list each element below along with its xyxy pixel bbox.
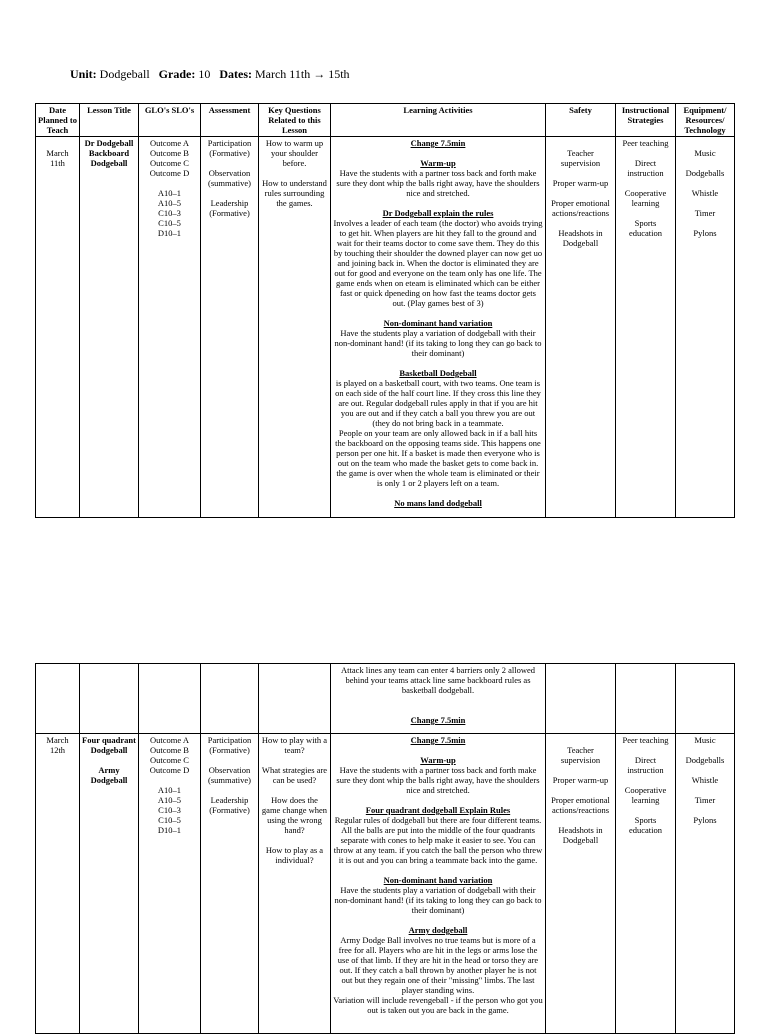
lesson1-date: March 11th [36,137,80,518]
lesson1-safety: Teacher supervision Proper warm-up Proper emotional actions/reactions Headshots in Dodgeball [546,137,616,518]
col-strategies: Instructional Strategies [616,104,676,137]
table-header-row [36,104,735,137]
continuation-row [36,664,735,734]
col-assessment: Assessment [201,104,259,137]
col-title: Lesson Title [80,104,139,137]
col-glo: GLO's SLO's [139,104,201,137]
lesson1-assessment: Participation (Formative) Observation (summative) Leadership (Formative) [201,137,259,518]
lesson-plan-table-page2 [35,663,735,1034]
col-activities: Learning Activities [331,104,546,137]
continuation-activities: Attack lines any team can enter 4 barriers only 2 allowed behind your teams attack line same backboard rules as basketball dodgeball. Change 7.5min [331,664,546,734]
lesson2-date: March 12th [36,734,80,1034]
lesson1-outcomes: Outcome A Outcome B Outcome C Outcome D A10–1 A10–5 C10–3 C10–5 D10–1 [139,137,201,518]
grade-value: 10 [198,67,211,81]
col-equipment: Equipment/ Resources/ Technology [676,104,735,137]
col-safety: Safety [546,104,616,137]
unit-header [70,67,350,82]
lesson2-row [36,734,735,1034]
lesson1-equipment: Music Dodgeballs Whistle Timer Pylons [676,137,735,518]
dates-label: Dates: [219,67,252,81]
unit-label: Unit: [70,67,97,81]
lesson-plan-table-page1 [35,103,735,518]
lesson1-row [36,137,735,518]
lesson2-safety: Teacher supervision Proper warm-up Proper emotional actions/reactions Headshots in Dodgeball [546,734,616,1034]
lesson1-title: Dr Dodgeball Backboard Dodgeball [80,137,139,518]
col-questions: Key Questions Related to this Lesson [259,104,331,137]
dates-value: March 11th → 15th [254,67,350,81]
lesson1-questions: How to warm up your shoulder before. How to understand rules surrounding the games. [259,137,331,518]
unit-value: Dodgeball [99,67,150,81]
lesson2-outcomes: Outcome A Outcome B Outcome C Outcome D A10–1 A10–5 C10–3 C10–5 D10–1 [139,734,201,1034]
lesson2-equipment: Music Dodgeballs Whistle Timer Pylons [676,734,735,1034]
lesson1-strategies: Peer teaching Direct instruction Cooperative learning Sports education [616,137,676,518]
lesson2-assessment: Participation (Formative) Observation (summative) Leadership (Formative) [201,734,259,1034]
lesson2-questions: How to play with a team? What strategies are can be used? How does the game change when using the wrong hand? How to play as a individual? [259,734,331,1034]
grade-label: Grade: [158,67,196,81]
lesson2-activities: Change 7.5min Warm-up Have the students with a partner toss back and forth make sure they dont whip the balls right away, have the shoulders nice and stretched. Four quadrant dodgeball Explain Rules Regular rules of dodgeball but there are four different teams. All the balls are put into the middle of the four quadrants separate with cones to help make it easier to see. You can throw at any team. if you catch the ball the person who threw it is out and you can bring a teammate back into the game. Non-dominant hand variation Have the students play a variation of dodgeball with their non-dominant hand! (if its taking to long they can go back to their dominant) Army dodgeball Army Dodge Ball involves no true teams but is more of a free for all. Players who are hit in the legs or arms lose the use of that limb. If they are hit in the head or torso they are out. If they catch a ball thrown by another player he is not out but they regain one of their "missing" limbs. The last player standing wins. Variation will include revengeball - if the person who got you out is taken out you are back in the game. [331,734,546,1034]
col-date: Date Planned to Teach [36,104,80,137]
lesson2-strategies: Peer teaching Direct instruction Cooperative learning Sports education [616,734,676,1034]
lesson1-activities: Change 7.5min Warm-up Have the students with a partner toss back and forth make sure they dont whip the balls right away, have the shoulders nice and stretched. Dr Dodgeball explain the rules Involves a leader of each team (the doctor) who avoids trying to get hit. When players are hit they fall to the ground and wait for their teams doctor to come save them. They do this by touching their shoulder the downed player can now get uo and joining back in. When the doctor is eliminated they are out for good and everyone on the team only has one life. The game ends when on eteam is eliminated which can be either fast or quick dpeneding on how fast the teams doctor gets out. (Play games best of 3) Non-dominant hand variation Have the students play a variation of dodgeball with their non-dominant hand! (if its taking to long they can go back to their dominant) Basketball Dodgeball is played on a basketball court, with two teams. One team is on each side of the half court line. If they cross this line they are out. Regular dodgeball rules apply in that if you are hit you are out and if they catch a ball you threw you are out (they do not bring back in a teammate. People on your team are only allowed back in if a ball hits the backboard on the opposing teams side. This happens one person per one hit. If a basket is made then everyone who is out on the team who made the basket gets to come back in. the game is over when the whole team is eliminated or their is only 1 or 2 players left on a team. No mans land dodgeball [331,137,546,518]
lesson2-title: Four quadrant Dodgeball Army Dodgeball [80,734,139,1034]
